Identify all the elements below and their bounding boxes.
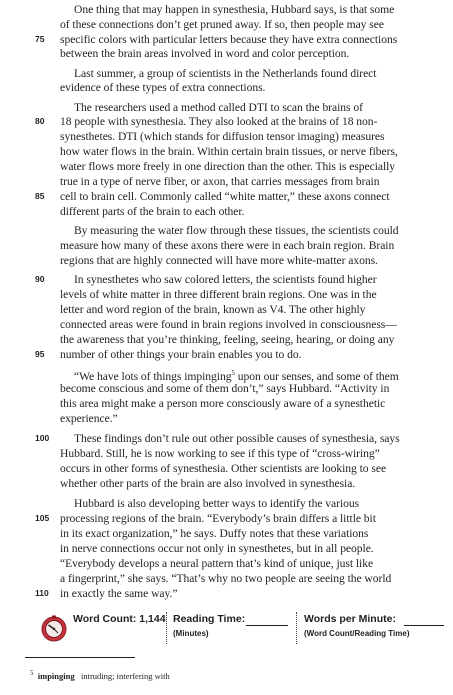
text-line: The researchers used a method called DTI to scan the brains of — [74, 101, 363, 114]
word-count-label: Word Count: 1,144 — [73, 613, 166, 625]
reading-time-unit: (Minutes) — [173, 629, 209, 638]
reading-time-label: Reading Time: — [173, 613, 246, 625]
text-line: regions that are highly connected will have more white-matter axons. — [60, 254, 378, 267]
text-line: become conscious and some of them don’t,” says Hubbard. “Activity in — [60, 382, 390, 395]
text-span: upon our senses, and some of them — [234, 369, 399, 383]
text-line: this area might make a person more consciously aware of a synesthetic — [60, 397, 386, 410]
text-line: Last summer, a group of scientists in the Netherlands found direct — [74, 67, 377, 80]
text-line: processing regions of the brain. “Everybody’s brain differs a little bit — [60, 512, 376, 525]
text-line: water flows more freely in one direction than the other. This is especially — [60, 160, 396, 173]
footnote-term: impinging — [37, 670, 75, 681]
text-line: 18 people with synesthesia. They also looked at the brains of 18 non- — [60, 115, 378, 128]
wpm-input[interactable] — [404, 625, 444, 626]
text-line: Hubbard. Still, he is now working to see if this type of “cross-wiring” — [60, 447, 380, 460]
line-number: 90 — [35, 274, 45, 284]
wpm-label: Words per Minute: — [304, 613, 396, 625]
line-number: 75 — [35, 34, 45, 44]
text-line: number of other things your brain enables you to do. — [60, 348, 302, 361]
text-line: By measuring the water flow through these tissues, the scientists could — [74, 224, 399, 237]
footnote-rule — [25, 657, 135, 658]
text-line: synesthetes. DTI (which stands for diffusion tensor imaging) measures — [60, 130, 385, 143]
text-line: a fingerprint,” she says. “That’s why no two people are seeing the world — [60, 572, 392, 585]
reading-time-input[interactable] — [246, 625, 288, 626]
footnote-definition: intruding; interfering with — [80, 670, 170, 681]
text-line: in nerve connections occur not only in synesthetes, but in all people. — [60, 542, 374, 555]
text-line — [74, 367, 453, 383]
wpm-unit: (Word Count/Reading Time) — [304, 629, 410, 638]
footnote-marker: 5 — [231, 369, 235, 377]
text-line: levels of white matter in three different brain regions. One was in the — [60, 288, 377, 301]
text-line: Hubbard is also developing better ways to identify the various — [74, 497, 360, 510]
text-line: in its exact organization,” he says. Duffy notes that these variations — [60, 527, 369, 540]
text-line: “Everybody develops a neural pattern that’s kind of unique, just like — [60, 557, 374, 570]
text-line: specific colors with particular letters because they have extra connections — [60, 33, 398, 46]
text-line: experience.” — [60, 412, 118, 425]
text-line: of these connections don’t get pruned away. If so, then people may see — [60, 18, 384, 31]
text-line: These findings don’t rule out other possible causes of synesthesia, says — [74, 432, 400, 445]
text-line: different parts of the brain to each other. — [60, 205, 245, 218]
footnote-number: 5 — [30, 669, 34, 677]
text-line: whether other parts of the brain are also involved in synesthesia. — [60, 477, 356, 490]
line-number: 80 — [35, 116, 45, 126]
text-line: between the brain areas involved in word and color perception. — [60, 47, 350, 60]
text-span: “We have lots of things impinging — [74, 369, 232, 383]
text-line: measure how many of these axons there were in each brain region. Brain — [60, 239, 395, 252]
text-line: in exactly the same way.” — [60, 587, 178, 600]
text-line: occurs in other forms of synesthesia. Other scientists are looking to see — [60, 462, 387, 475]
footnote — [30, 668, 170, 682]
text-line: how water flows in the brain. Within certain brain tissues, or nerve fibers, — [60, 145, 398, 158]
divider — [166, 612, 167, 644]
line-number: 105 — [35, 513, 50, 523]
line-number: 100 — [35, 433, 50, 443]
text-line: One thing that may happen in synesthesia, Hubbard says, is that some — [74, 3, 395, 16]
stopwatch-icon — [40, 614, 68, 642]
text-line: connected areas were found in brain regions involved in consciousness— — [60, 318, 397, 331]
text-line: evidence of these types of extra connections. — [60, 81, 266, 94]
text-line: the awareness that you’re thinking, feeling, seeing, hearing, or doing any — [60, 333, 395, 346]
line-number: 85 — [35, 191, 45, 201]
divider — [296, 612, 297, 644]
line-number: 95 — [35, 349, 45, 359]
text-line: letter and word region of the brain, known as V4. The other highly — [60, 303, 366, 316]
text-line: true in a type of nerve fiber, or axon, that carries messages from brain — [60, 175, 380, 188]
text-line: cell to brain cell. Commonly called “white matter,” these axons connect — [60, 190, 390, 203]
line-number: 110 — [35, 588, 49, 598]
text-line: In synesthetes who saw colored letters, the scientists found higher — [74, 273, 377, 286]
